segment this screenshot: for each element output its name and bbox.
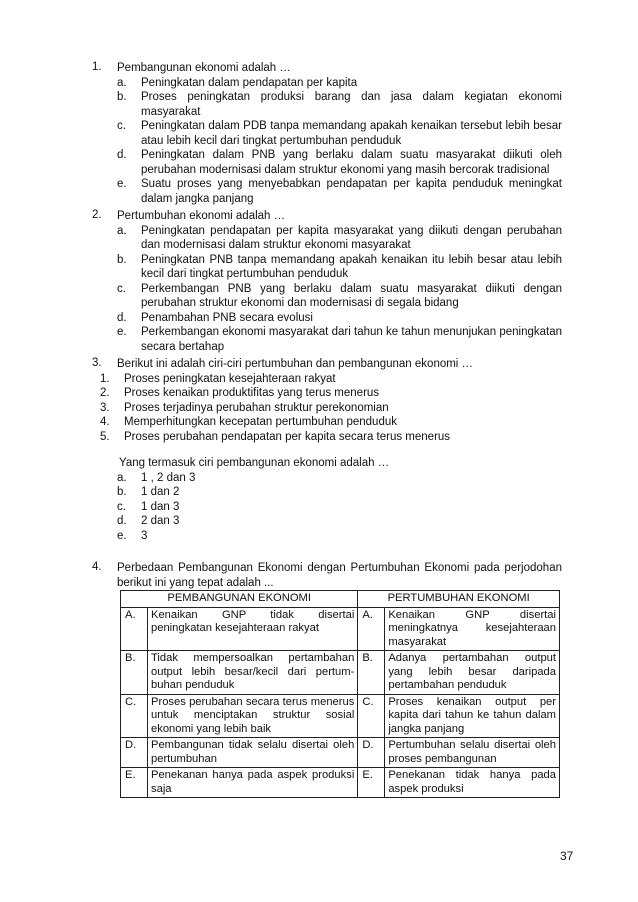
row-letter: A. xyxy=(358,607,385,651)
table-cell: Pertumbuhan selalu disertai oleh proses pembangunan xyxy=(385,738,560,768)
question-text: Pembangunan ekonomi adalah … xyxy=(117,62,291,74)
table-cell: Proses perubahan secara terus menerus untuk menciptakan struktur sosial ekonomi yang lebih baik xyxy=(148,694,358,738)
table-row xyxy=(121,607,560,651)
list-item: 2. Proses kenaikan produktifitas yang terus menerus xyxy=(100,387,380,399)
question-text: Perbedaan Pembangunan Ekonomi dengan Pertumbuhan Ekonomi pada perjodohan berikut ini yang tepat adalah ... xyxy=(117,562,562,589)
table-cell: Kenaikan GNP disertai meningkatnya kesejahteraan masyarakat xyxy=(385,607,560,651)
row-letter: E. xyxy=(121,768,148,798)
row-letter: C. xyxy=(358,694,385,738)
column-header: PERTUMBUHAN EKONOMI xyxy=(358,591,560,608)
table-header-row xyxy=(121,591,560,608)
row-letter: D. xyxy=(358,738,385,768)
option: b. Peningkatan PNB tanpa memandang apakah kenaikan itu lebih besar atau lebih kecil dari tingkat pertumbuhan penduduk xyxy=(117,253,562,280)
option: e. 3 xyxy=(117,529,148,542)
option: e. Suatu proses yang menyebabkan pendapatan per kapita penduduk meningkat dalam jangka panjang xyxy=(117,178,562,205)
row-letter: B. xyxy=(358,651,385,695)
list-item: 5. Proses perubahan pendapatan per kapita secara terus menerus xyxy=(100,430,451,443)
option: a. Peningkatan dalam pendapatan per kapita xyxy=(117,76,358,89)
list-item: 4. Memperhitungkan kecepatan pertumbuhan penduduk xyxy=(100,416,397,428)
question-number: 3. xyxy=(92,357,102,369)
table-cell: Penekanan hanya pada aspek produksi saja xyxy=(148,768,358,798)
comparison-table xyxy=(120,590,560,798)
question-text: Pertumbuhan ekonomi adalah … xyxy=(117,210,286,222)
table-row xyxy=(121,768,560,798)
option: c. 1 dan 3 xyxy=(117,500,180,513)
option: b. 1 dan 2 xyxy=(117,486,180,498)
row-letter: D. xyxy=(121,738,148,768)
question-number: 4. xyxy=(92,561,102,573)
column-header: PEMBANGUNAN EKONOMI xyxy=(121,591,358,608)
option: d. 2 dan 3 xyxy=(117,515,180,527)
option: d. Peningkatan dalam PNB yang berlaku dalam suatu masyarakat diikuti oleh perubahan modernisasi dalam struktur ekonomi yang masih bercorak tradisional xyxy=(117,149,562,176)
option: a. 1 , 2 dan 3 xyxy=(117,471,196,484)
table-cell: Proses kenaikan output per kapita dari tahun ke tahun dalam jangka panjang xyxy=(385,694,560,738)
option: d. Penambahan PNB secara evolusi xyxy=(117,311,313,324)
page-number: 37 xyxy=(560,849,574,863)
table-cell: Pembangunan tidak selalu disertai oleh pertumbuhan xyxy=(148,738,358,768)
row-letter: A. xyxy=(121,607,148,651)
question-3 xyxy=(92,357,562,543)
question-2 xyxy=(92,209,562,354)
table-row xyxy=(121,694,560,738)
question-text: Berikut ini adalah ciri-ciri pertumbuhan dan pembangunan ekonomi … xyxy=(117,358,474,370)
question-1 xyxy=(92,61,562,206)
option: c. Perkembangan PNB yang berlaku dalam suatu masyarakat diikuti dengan perubahan struktur ekonomi dan modernisasi di segala bidang xyxy=(117,282,562,309)
option: a. Peningkatan pendapatan per kapita masyarakat yang diikuti dengan perubahan dan modernisasi dalam struktur ekonomi masyarakat xyxy=(117,224,562,251)
table-row xyxy=(121,738,560,768)
option: c. Peningkatan dalam PDB tanpa memandang apakah kenaikan tersebut lebih besar atau lebih kecil dari tingkat pertumbuhan penduduk xyxy=(117,120,562,147)
list-item: 3. Proses terjadinya perubahan struktur perekonomian xyxy=(100,401,389,414)
question-4 xyxy=(92,561,562,590)
row-letter: E. xyxy=(358,768,385,798)
question-prompt: Yang termasuk ciri pembangunan ekonomi adalah … xyxy=(119,457,390,469)
table-cell: Penekanan tidak hanya pada aspek produksi xyxy=(385,768,560,798)
question-number: 1. xyxy=(92,61,102,73)
table-cell: Tidak mempersoalkan pertambahan output lebih besar/kecil dari pertum-buhan penduduk xyxy=(148,651,358,695)
table-row xyxy=(121,651,560,695)
row-letter: B. xyxy=(121,651,148,695)
row-letter: C. xyxy=(121,694,148,738)
table-cell: Kenaikan GNP tidak disertai peningkatan kesejahteraan rakyat xyxy=(148,607,358,651)
table-cell: Adanya pertambahan output yang lebih besar daripada pertambahan penduduk xyxy=(385,651,560,695)
list-item: 1. Proses peningkatan kesejahteraan rakyat xyxy=(100,372,336,385)
question-number: 2. xyxy=(92,209,102,221)
option: b. Proses peningkatan produksi barang dan jasa dalam kegiatan ekonomi masyarakat xyxy=(117,91,562,118)
option: e. Perkembangan ekonomi masyarakat dari tahun ke tahun menunjukan peningkatan secara bertahap xyxy=(117,326,562,353)
